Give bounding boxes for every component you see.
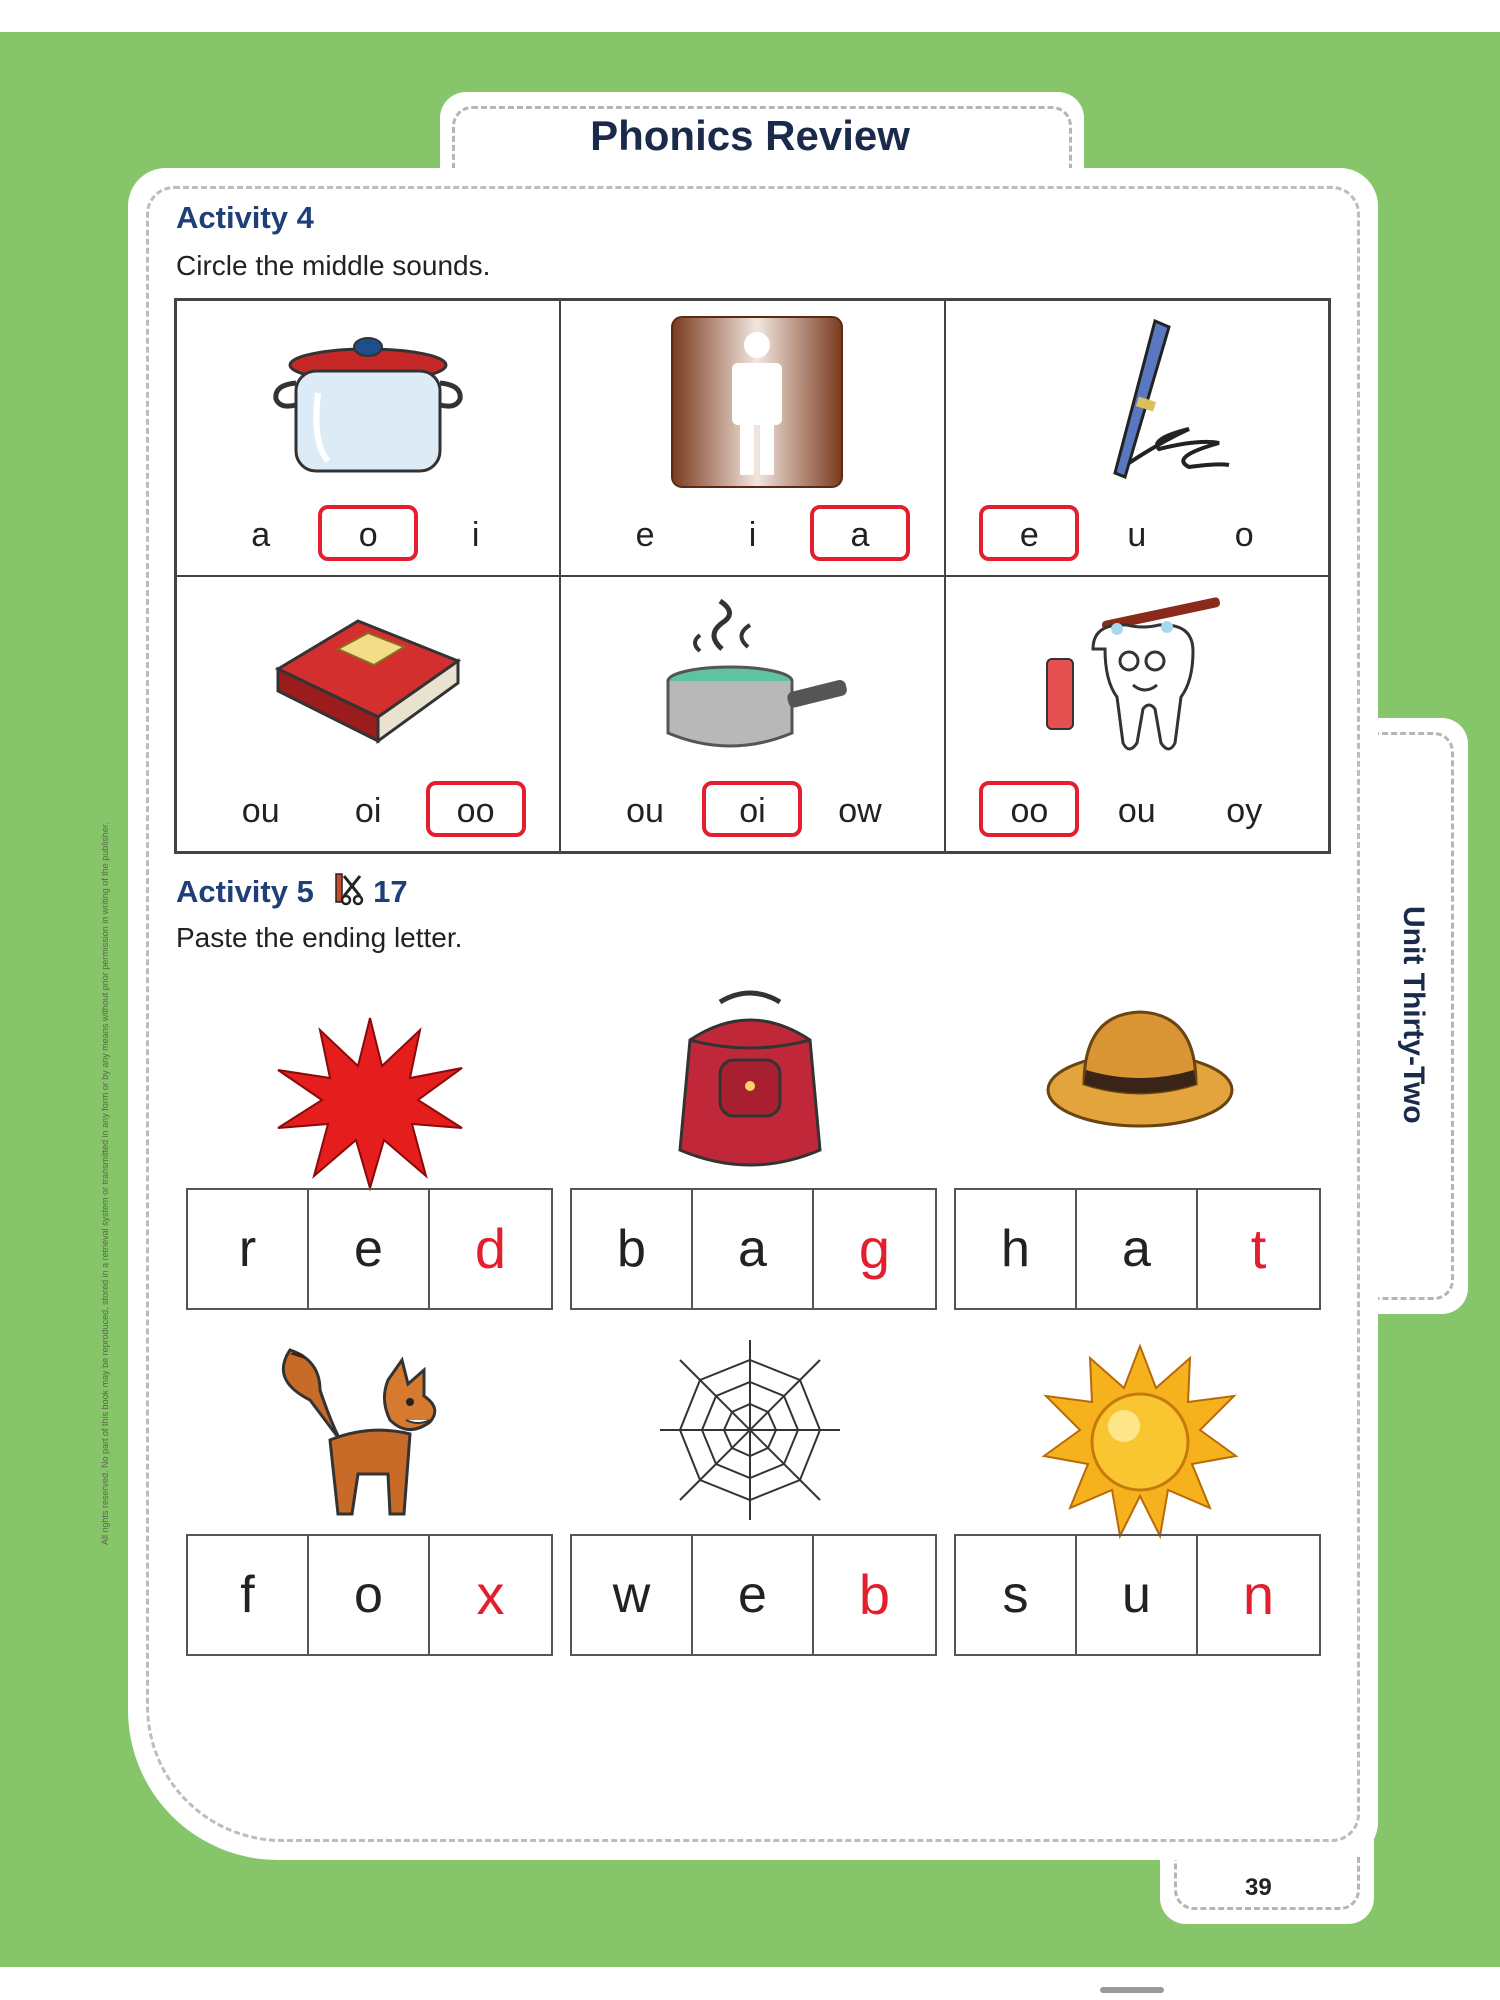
web-icon [650, 1330, 850, 1530]
middle-sound-cell [560, 576, 944, 852]
option-u[interactable]: u [1127, 516, 1147, 554]
letter-box: b [572, 1190, 693, 1308]
copyright-notice: All rights reserved. No part of this book may be reproduced, stored in a retrieval system or transmitted in any form or by any means without prior permission in writing of the publisher. [100, 822, 110, 1545]
word-boxes-hat [954, 1188, 1321, 1310]
option-o-circled[interactable]: o [318, 505, 418, 561]
middle-sound-cell [176, 576, 560, 852]
unit-label: Unit Thirty-Two [1397, 906, 1430, 1124]
option-ou[interactable]: ou [626, 792, 664, 830]
red-burst-icon [270, 1000, 470, 1200]
pot-icon [268, 313, 468, 493]
ending-letter-box[interactable]: d [474, 1217, 507, 1280]
letter-box: s [956, 1536, 1077, 1654]
pen-icon [1037, 313, 1237, 493]
tooth-icon [1037, 589, 1237, 769]
option-i[interactable]: i [748, 516, 757, 554]
ending-letter-box[interactable]: t [1250, 1217, 1267, 1280]
option-ou[interactable]: ou [1117, 792, 1156, 830]
option-e-circled[interactable]: e [979, 505, 1079, 561]
word-boxes-sun [954, 1534, 1321, 1656]
letter-box: e [309, 1190, 430, 1308]
middle-sound-cell [176, 300, 560, 576]
letter-box: w [572, 1536, 693, 1654]
middle-sound-cell [560, 300, 944, 576]
page-number: 39 [1245, 1874, 1272, 1901]
option-e[interactable]: e [635, 516, 655, 554]
sticker-page-number: 17 [373, 874, 408, 909]
letter-box: a [1077, 1190, 1198, 1308]
man-sign-icon [652, 313, 852, 493]
option-oo-circled[interactable]: oo [979, 781, 1079, 837]
activity-4-instruction: Circle the middle sounds. [176, 250, 491, 281]
option-oy[interactable]: oy [1226, 792, 1263, 830]
letter-box: h [956, 1190, 1077, 1308]
middle-sounds-grid [174, 298, 1331, 854]
scissors-sticker-icon [334, 872, 364, 906]
sun-icon [1040, 1340, 1240, 1540]
page-title: Phonics Review [590, 112, 910, 159]
fox-icon [270, 1340, 470, 1540]
middle-sound-cell [945, 300, 1329, 576]
option-a-circled[interactable]: a [810, 505, 910, 561]
option-o[interactable]: o [1234, 516, 1254, 554]
option-oi[interactable]: oi [354, 792, 382, 830]
book-icon [268, 589, 468, 769]
activity-5-heading [176, 872, 408, 910]
middle-sound-cell [945, 576, 1329, 852]
activity-4-heading: Activity 4 [176, 200, 314, 235]
hat-icon [1040, 980, 1240, 1180]
option-ou[interactable]: ou [241, 792, 280, 830]
letter-box: e [693, 1536, 814, 1654]
letter-box: f [188, 1536, 309, 1654]
option-i[interactable]: i [471, 516, 480, 554]
boiling-pot-icon [652, 589, 852, 769]
letter-box: r [188, 1190, 309, 1308]
option-oo-circled[interactable]: oo [426, 781, 526, 837]
option-a[interactable]: a [251, 516, 271, 554]
word-boxes-red [186, 1188, 553, 1310]
letter-box: o [309, 1536, 430, 1654]
ending-letter-box[interactable]: b [858, 1563, 891, 1626]
ending-letter-box[interactable]: x [476, 1563, 505, 1626]
option-oi-circled[interactable]: oi [702, 781, 802, 837]
ending-letter-box[interactable]: g [858, 1217, 891, 1280]
letter-box: a [693, 1190, 814, 1308]
word-boxes-fox [186, 1534, 553, 1656]
word-boxes-web [570, 1534, 937, 1656]
activity-5-instruction: Paste the ending letter. [176, 922, 463, 953]
word-boxes-bag [570, 1188, 937, 1310]
option-ow[interactable]: ow [838, 792, 882, 830]
bag-icon [650, 980, 850, 1180]
ending-letter-box[interactable]: n [1242, 1563, 1275, 1626]
home-indicator[interactable] [1100, 1987, 1164, 1993]
letter-box: u [1077, 1536, 1198, 1654]
activity-5-title: Activity 5 [176, 874, 314, 909]
